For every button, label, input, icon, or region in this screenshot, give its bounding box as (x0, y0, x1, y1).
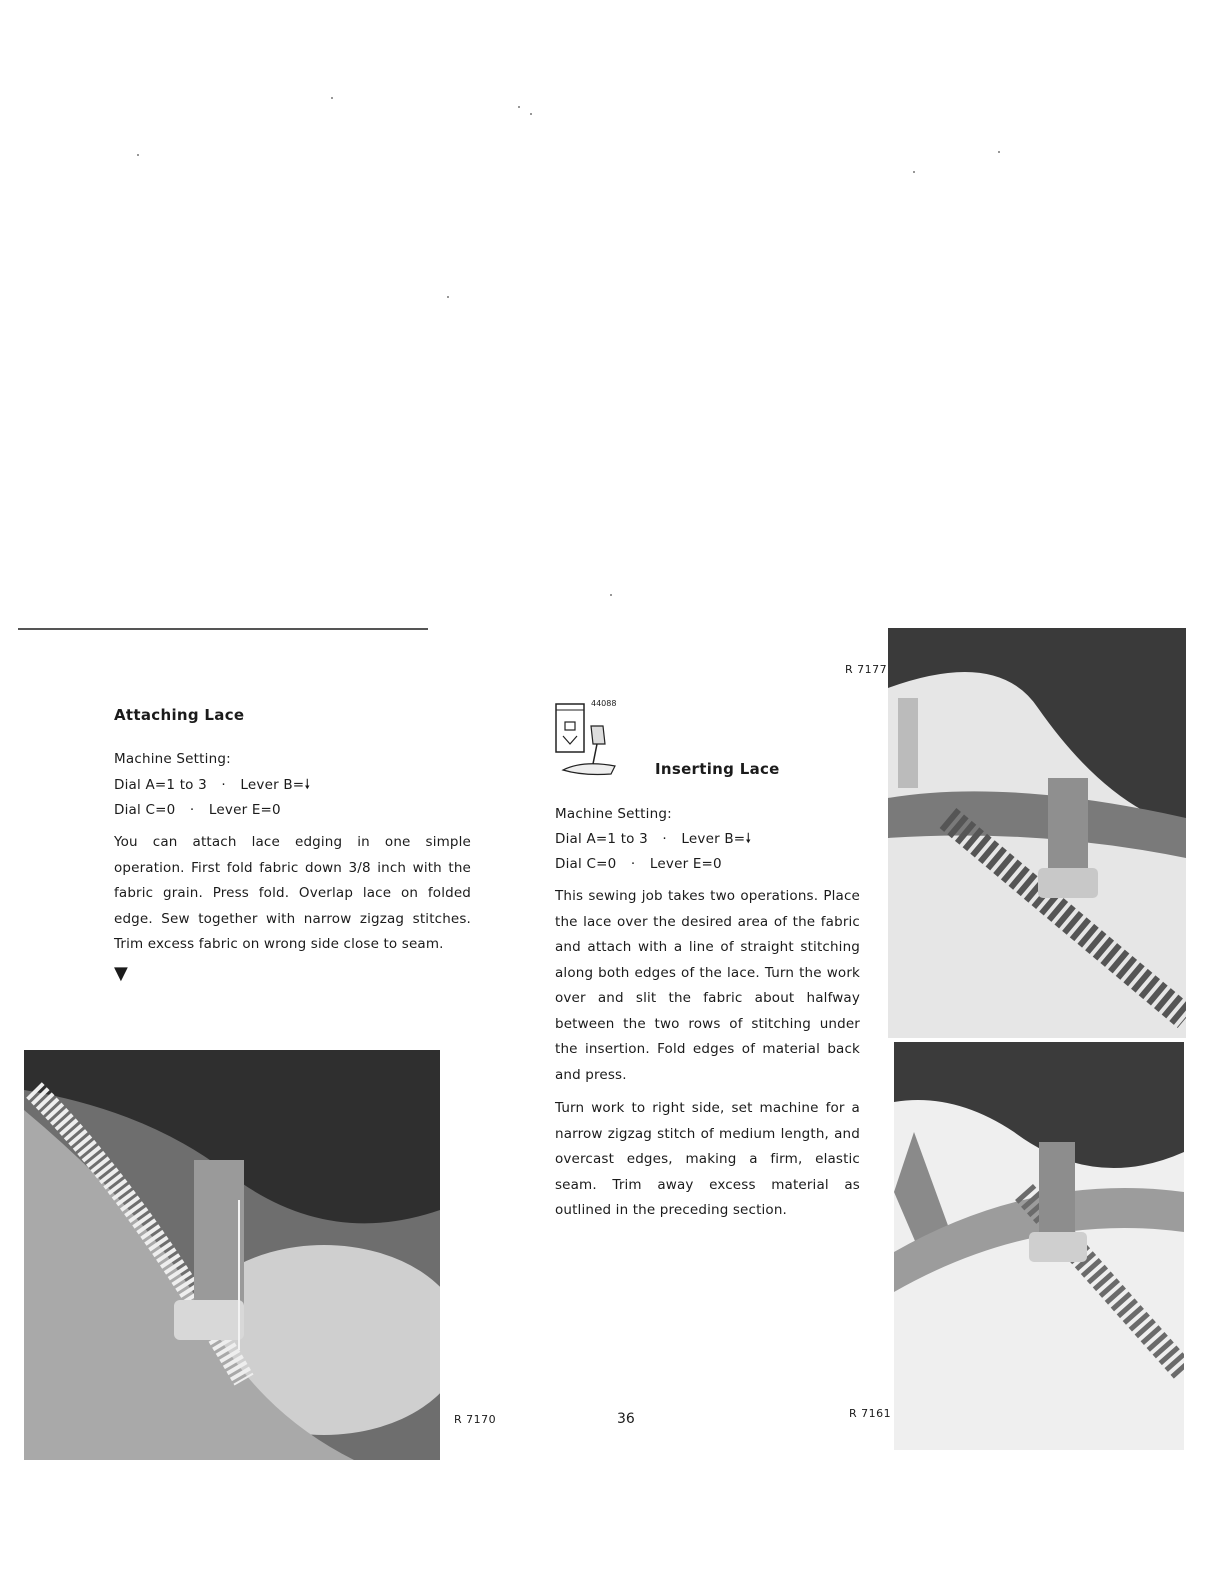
separator-dot: · (662, 831, 667, 847)
left-machine-setting-label: Machine Setting: (114, 751, 231, 767)
page-number: 36 (617, 1411, 635, 1427)
separator-dot: · (189, 802, 195, 818)
attaching-lace-body: You can attach lace edging in one simple operation. First fold fabric down 3/8 inch with the fabric grain. Press fold. Overlap lace on folded edge. Sew together with narrow zigzag stitches. Trim excess fabric on wrong side close to seam. (114, 834, 471, 952)
middle-lever-e: Lever E=0 (649, 856, 722, 872)
left-lever-e: Lever E=0 (208, 802, 281, 818)
down-arrow-icon: 🠗 (745, 831, 752, 847)
inserting-lace-para-2: Turn work to right side, set machine for a narrow zigzag stitch of medium length, and overcast edges, making a firm, elastic seam. Trim away excess material as outlined in the preceding section. (555, 1100, 860, 1218)
presser-foot-icon (553, 700, 623, 780)
separator-dot: · (221, 777, 226, 793)
left-dial-c: Dial C=0 (114, 802, 176, 818)
left-setting-line-2 (114, 797, 281, 823)
down-arrow-icon: 🠗 (304, 777, 311, 793)
photo-code-r7170: R 7170 (454, 1413, 497, 1426)
down-triangle-icon: ▼ (114, 963, 128, 984)
photo-attaching-lace (24, 1050, 440, 1460)
middle-setting-line-2 (555, 851, 722, 877)
inserting-lace-para-1: This sewing job takes two operations. Place the lace over the desired area of the fabric and attach with a line of straight stitching along both edges of the lace. Turn the work over and slit the fabric about halfway between the two rows of stitching under the insertion. Fold edges of material back and press. (555, 888, 860, 1083)
photo-code-r7177: R 7177 (845, 663, 888, 676)
left-dial-a: Dial A=1 to 3 (114, 777, 207, 793)
photo-inserting-lace-top (888, 628, 1186, 1038)
separator-dot: · (630, 856, 636, 872)
middle-machine-setting-label: Machine Setting: (555, 806, 672, 822)
photo-inserting-lace-bottom (894, 1042, 1184, 1450)
photo-code-r7161: R 7161 (849, 1407, 892, 1420)
top-divider-rule (18, 628, 428, 630)
middle-lever-b: Lever B= (681, 831, 746, 847)
middle-setting-line-1 (555, 826, 751, 852)
foot-number: 44088 (591, 699, 617, 708)
middle-dial-a: Dial A=1 to 3 (555, 831, 648, 847)
inserting-lace-title: Inserting Lace (655, 760, 780, 778)
left-lever-b: Lever B= (240, 777, 305, 793)
middle-dial-c: Dial C=0 (555, 856, 617, 872)
left-setting-line-1 (114, 772, 310, 798)
attaching-lace-title: Attaching Lace (114, 706, 245, 724)
